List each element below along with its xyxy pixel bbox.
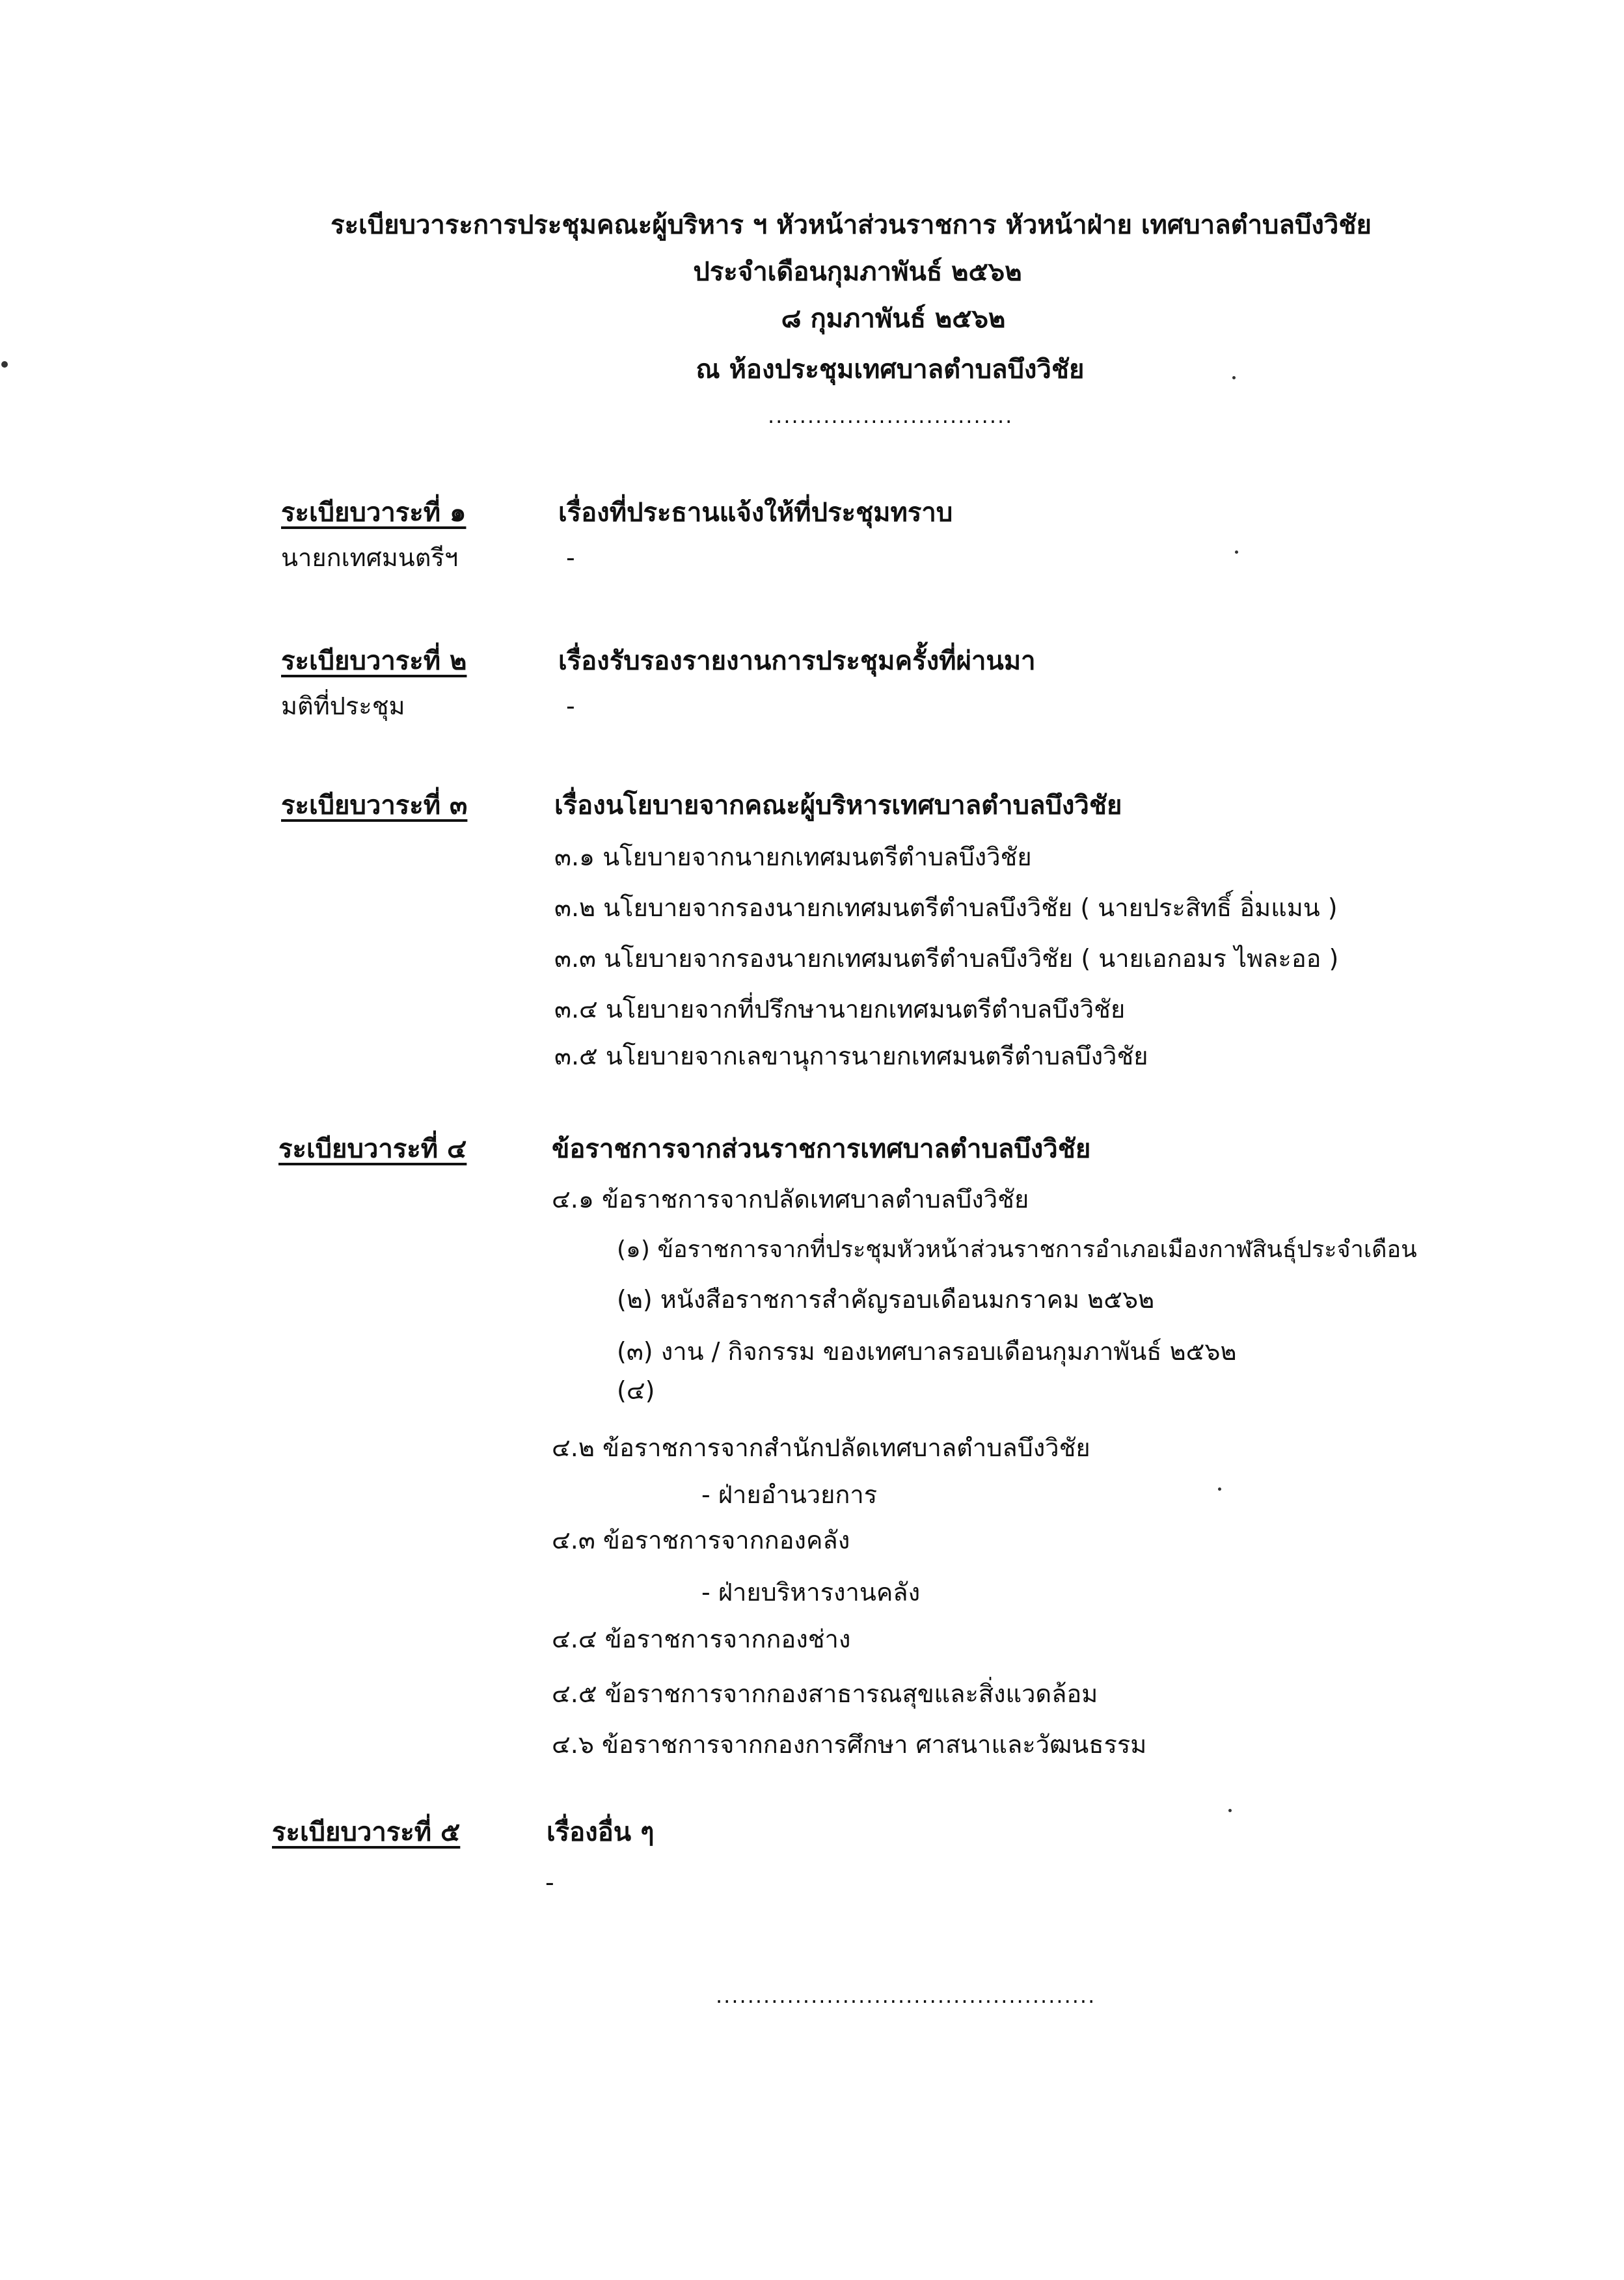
agenda-5-note-value: -: [545, 1868, 554, 1897]
agenda-2-title: เรื่องรับรองรายงานการประชุมครั้งที่ผ่านมา: [558, 646, 1036, 676]
agenda-3-title: เรื่องนโยบายจากคณะผู้บริหารเทศบาลตำบลบึงวิชัย: [554, 791, 1122, 821]
agenda-3-item: ๓.๑ นโยบายจากนายกเทศมนตรีตำบลบึงวิชัย: [554, 843, 1032, 871]
header-month: ประจำเดือนกุมภาพันธ์ ๒๕๖๒: [693, 257, 1022, 287]
agenda-4-item: ๔.๖ ข้อราชการจากกองการศึกษา ศาสนาและวัฒนธรรม: [552, 1730, 1147, 1759]
agenda-4-subitem: (๓) งาน / กิจกรรม ของเทศบาลรอบเดือนกุมภาพันธ์ ๒๕๖๒: [617, 1337, 1237, 1366]
agenda-4-subitem: - ฝ่ายบริหารงานคลัง: [701, 1578, 921, 1607]
agenda-1-title: เรื่องที่ประธานแจ้งให้ที่ประชุมทราบ: [558, 498, 953, 528]
agenda-2-label: ระเบียบวาระที่ ๒: [281, 646, 467, 676]
agenda-5-title: เรื่องอื่น ๆ: [547, 1817, 655, 1847]
agenda-4-item: ๔.๔ ข้อราชการจากกองช่าง: [552, 1625, 851, 1653]
agenda-1-label: ระเบียบวาระที่ ๑: [281, 498, 467, 528]
header-title: ระเบียบวาระการประชุมคณะผู้บริหาร ฯ หัวหน้าส่วนราชการ หัวหน้าฝ่าย เทศบาลตำบลบึงวิชัย: [331, 210, 1372, 240]
agenda-4-subitem: - ฝ่ายอำนวยการ: [701, 1480, 878, 1509]
agenda-4-item: ๔.๕ ข้อราชการจากกองสาธารณสุขและสิ่งแวดล้อม: [552, 1679, 1098, 1708]
agenda-4-item: ๔.๑ ข้อราชการจากปลัดเทศบาลตำบลบึงวิชัย: [552, 1185, 1029, 1214]
scan-speck: [1232, 376, 1236, 379]
scan-speck: [1228, 1809, 1232, 1812]
header-venue: ณ ห้องประชุมเทศบาลตำบลบึงวิชัย: [696, 355, 1085, 385]
agenda-3-item: ๓.๓ นโยบายจากรองนายกเทศมนตรีตำบลบึงวิชัย ( นายเอกอมร ไพละออ ): [554, 944, 1339, 973]
agenda-4-subitem: (๔): [617, 1376, 655, 1405]
agenda-4-item: ๔.๒ ข้อราชการจากสำนักปลัดเทศบาลตำบลบึงวิชัย: [552, 1433, 1090, 1462]
agenda-1-note: นายกเทศมนตรีฯ: [281, 543, 459, 572]
footer-separator: ................................................: [716, 1983, 1096, 2008]
scan-speck: [1, 361, 8, 368]
scan-speck: [1235, 550, 1238, 554]
agenda-3-label: ระเบียบวาระที่ ๓: [281, 791, 468, 821]
agenda-4-subitem: (๑) ข้อราชการจากที่ประชุมหัวหน้าส่วนราชการอำเภอเมืองกาฬสินธุ์ประจำเดือน: [617, 1236, 1417, 1263]
agenda-4-label: ระเบียบวาระที่ ๔: [278, 1134, 467, 1164]
agenda-3-item: ๓.๒ นโยบายจากรองนายกเทศมนตรีตำบลบึงวิชัย ( นายประสิทธิ์ อิ่มแมน ): [554, 893, 1338, 922]
agenda-1-note-value: -: [566, 543, 575, 572]
agenda-3-item: ๓.๕ นโยบายจากเลขานุการนายกเทศมนตรีตำบลบึงวิชัย: [554, 1042, 1148, 1070]
agenda-5-label: ระเบียบวาระที่ ๕: [272, 1817, 461, 1847]
agenda-4-title: ข้อราชการจากส่วนราชการเทศบาลตำบลบึงวิชัย: [552, 1134, 1091, 1164]
header-date: ๘ กุมภาพันธ์ ๒๕๖๒: [781, 304, 1006, 334]
header-separator: ...............................: [768, 403, 1014, 428]
agenda-3-item: ๓.๔ นโยบายจากที่ปรึกษานายกเทศมนตรีตำบลบึงวิชัย: [554, 995, 1126, 1024]
scan-speck: [1218, 1487, 1221, 1491]
agenda-4-subitem: (๒) หนังสือราชการสำคัญรอบเดือนมกราคม ๒๕๖๒: [617, 1285, 1155, 1314]
agenda-2-note: มติที่ประชุม: [281, 692, 405, 720]
agenda-4-item: ๔.๓ ข้อราชการจากกองคลัง: [552, 1526, 850, 1554]
agenda-2-note-value: -: [566, 692, 575, 720]
